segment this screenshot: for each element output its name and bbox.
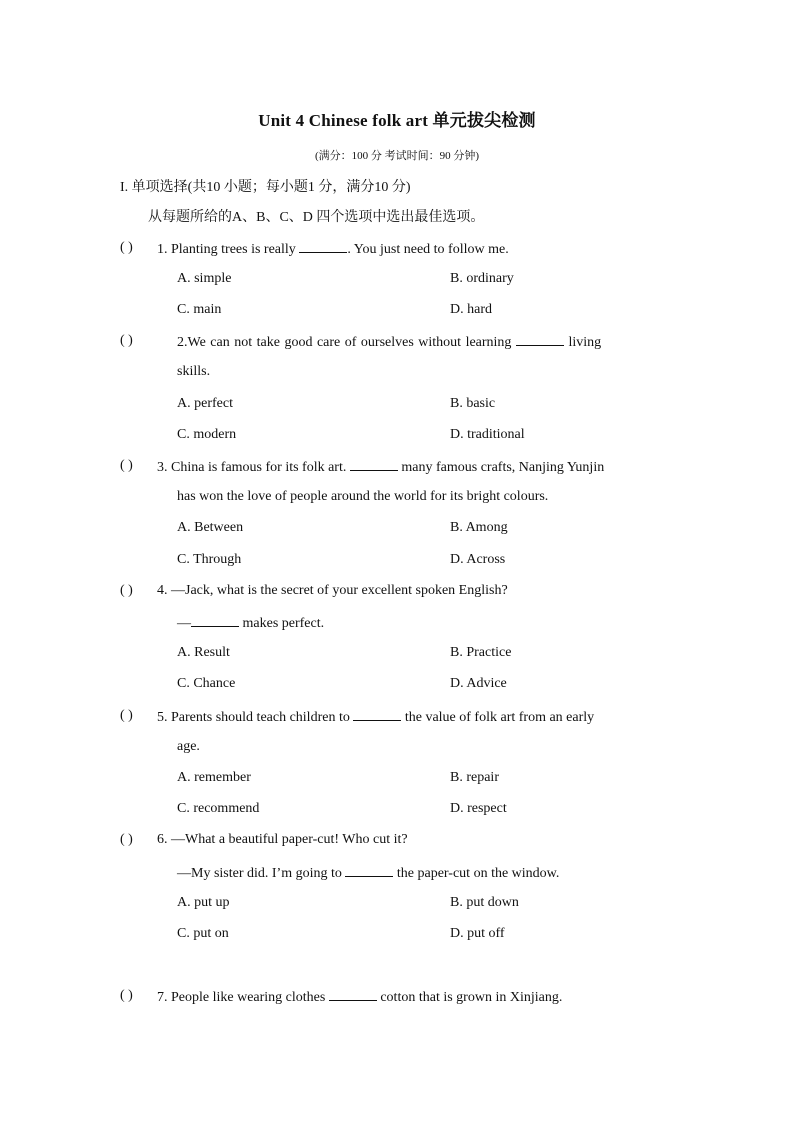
option-c[interactable]: C. recommend: [177, 801, 260, 816]
stem-text: living: [563, 335, 602, 350]
answer-blank: [353, 708, 401, 721]
stem-continuation: age.: [177, 739, 200, 754]
answer-paren[interactable]: ( ): [120, 458, 133, 473]
stem-continuation: [177, 614, 324, 632]
question-stem: [157, 708, 671, 726]
question-stem: [177, 333, 667, 351]
stem-text: the value of folk art from an early: [401, 710, 595, 725]
question-stem: 4. —Jack, what is the secret of your excellent spoken English?: [157, 583, 508, 598]
answer-blank: [350, 458, 398, 471]
stem-text: 3. China is famous for its folk art.: [157, 460, 350, 475]
question-7: [0, 988, 794, 1005]
answer-blank: [191, 614, 239, 627]
option-b[interactable]: B. Among: [450, 520, 508, 535]
option-c[interactable]: C. main: [177, 302, 222, 317]
question-3: [0, 458, 794, 567]
stem-continuation: skills.: [177, 364, 211, 379]
question-1: [0, 240, 794, 317]
answer-blank: [299, 240, 347, 253]
option-d[interactable]: D. Across: [450, 552, 506, 567]
option-b[interactable]: B. Practice: [450, 645, 512, 660]
option-d[interactable]: D. traditional: [450, 427, 525, 442]
option-a[interactable]: A. remember: [177, 770, 251, 785]
stem-continuation: has won the love of people around the world for its bright colours.: [177, 489, 549, 504]
question-stem: [157, 240, 671, 258]
answer-paren[interactable]: ( ): [120, 832, 133, 847]
question-stem: [157, 458, 671, 476]
stem-text: 5. Parents should teach children to: [157, 710, 354, 725]
option-a[interactable]: A. Between: [177, 520, 244, 535]
question-4: [0, 583, 794, 691]
option-c[interactable]: C. modern: [177, 427, 237, 442]
section-heading: I. 单项选择(共10 小题；每小题1 分，满分10 分): [120, 180, 411, 195]
stem-text: cotton that is grown in Xinjiang.: [376, 990, 563, 1005]
stem-text: —My sister did. I’m going to: [177, 866, 346, 881]
answer-paren[interactable]: ( ): [120, 333, 133, 348]
question-5: [0, 708, 794, 816]
option-b[interactable]: B. basic: [450, 396, 496, 411]
stem-continuation: [177, 864, 559, 882]
option-b[interactable]: B. repair: [450, 770, 499, 785]
option-d[interactable]: D. hard: [450, 302, 492, 317]
page-title: Unit 4 Chinese folk art 单元拔尖检测: [258, 111, 536, 130]
option-a[interactable]: A. simple: [177, 271, 232, 286]
stem-text: 7. People like wearing clothes: [157, 990, 329, 1005]
stem-text: many famous crafts, Nanjing Yunjin: [397, 460, 605, 475]
question-stem: 6. —What a beautiful paper-cut! Who cut it?: [157, 832, 408, 847]
exam-info: (满分：100 分 考试时间：90 分钟): [314, 150, 480, 162]
option-b[interactable]: B. ordinary: [450, 271, 514, 286]
answer-paren[interactable]: ( ): [120, 583, 133, 598]
option-a[interactable]: A. put up: [177, 895, 230, 910]
option-d[interactable]: D. respect: [450, 801, 507, 816]
answer-blank: [345, 864, 393, 877]
option-c[interactable]: C. Chance: [177, 676, 236, 691]
stem-text: —: [177, 616, 191, 631]
answer-blank: [329, 988, 377, 1001]
option-d[interactable]: D. put off: [450, 926, 505, 941]
option-c[interactable]: C. put on: [177, 926, 229, 941]
option-d[interactable]: D. Advice: [450, 676, 507, 691]
stem-text: the paper-cut on the window.: [393, 866, 560, 881]
section-instruction: 从每题所给的A、B、C、D 四个选项中选出最佳选项。: [148, 210, 485, 225]
answer-paren[interactable]: ( ): [120, 708, 133, 723]
stem-text: makes perfect.: [239, 616, 325, 631]
answer-paren[interactable]: ( ): [120, 988, 133, 1003]
answer-blank: [516, 333, 564, 346]
stem-text: . You just need to follow me.: [347, 242, 509, 257]
answer-paren[interactable]: ( ): [120, 240, 133, 255]
question-2: [0, 333, 794, 442]
stem-text: 1. Planting trees is really: [157, 242, 300, 257]
option-a[interactable]: A. perfect: [177, 396, 233, 411]
stem-text: 2.We can not take good care of ourselves without learning: [177, 335, 516, 350]
question-6: [0, 832, 794, 941]
option-c[interactable]: C. Through: [177, 552, 242, 567]
question-stem: [157, 988, 671, 1006]
option-b[interactable]: B. put down: [450, 895, 519, 910]
option-a[interactable]: A. Result: [177, 645, 230, 660]
